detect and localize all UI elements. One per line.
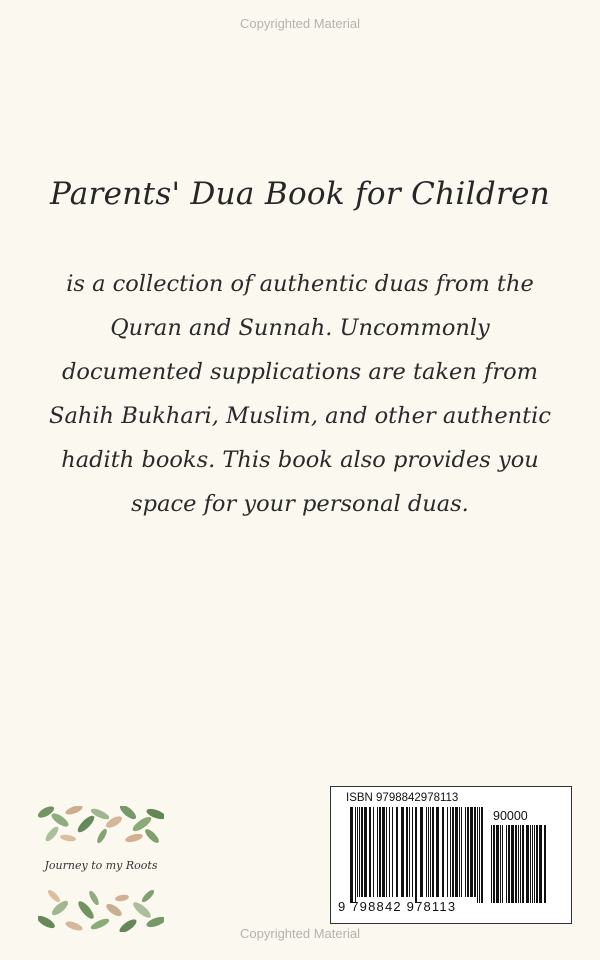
barcode-bar — [455, 807, 458, 897]
barcode-bar — [392, 807, 393, 897]
barcode-bar — [530, 825, 531, 903]
barcode-bar — [508, 825, 510, 903]
barcode-bar — [518, 825, 519, 903]
isbn-label: ISBN 9798842978113 — [346, 792, 459, 804]
barcode-bar — [373, 807, 374, 897]
barcode-bar — [493, 825, 495, 903]
barcode-bar — [406, 807, 408, 897]
barcode-bar — [526, 825, 529, 903]
barcode-bar — [359, 807, 360, 897]
barcode-price-code: 90000 — [493, 809, 528, 823]
barcode-bar — [470, 807, 473, 897]
barcode-bar — [447, 807, 448, 897]
book-description: is a collection of authentic duas from the Quran and Sunnah. Uncommonly documented supplications are taken from Sahih Bukhari, Muslim, and other authentic hadith books. This book also provides you space for your personal duas. — [49, 271, 551, 517]
barcode-bar — [534, 825, 535, 903]
barcode-bar — [379, 807, 381, 897]
barcode-bar — [474, 807, 476, 897]
barcode-bar — [511, 825, 514, 903]
barcode-bar — [500, 825, 501, 903]
barcode-bar — [432, 807, 434, 897]
barcode-addon-bars — [491, 825, 551, 903]
copyright-watermark-bottom: Copyrighted Material — [240, 926, 360, 941]
barcode-bar — [357, 807, 358, 897]
publisher-logo-text: Journey to my Roots — [44, 859, 158, 872]
barcode-bar — [382, 807, 385, 897]
barcode-bar — [386, 807, 387, 897]
barcode-bar — [364, 807, 367, 897]
barcode-bar — [477, 807, 478, 903]
book-title: Parents' Dua Book for Children — [49, 176, 551, 212]
barcode-bar — [520, 825, 521, 903]
barcode-bar — [409, 807, 410, 897]
barcode-bar — [426, 807, 427, 897]
barcode-bar — [459, 807, 460, 897]
barcode-bar — [461, 807, 462, 897]
barcode-bar — [369, 807, 371, 897]
barcode-bar — [420, 807, 423, 897]
barcode-main-bars — [350, 807, 484, 903]
copyright-watermark-top: Copyrighted Material — [240, 16, 360, 31]
barcode-bar — [355, 807, 356, 903]
barcode-bar — [452, 807, 454, 897]
barcode-bar — [522, 825, 524, 903]
barcode-bar — [479, 807, 480, 903]
barcode-bar — [496, 825, 499, 903]
barcode-bar — [428, 807, 429, 897]
barcode-bar — [544, 825, 546, 903]
barcode-bar — [442, 807, 444, 897]
barcode-bar — [515, 825, 517, 903]
barcode-bar — [415, 807, 417, 903]
barcode-bar — [389, 807, 390, 897]
barcode-bar — [350, 807, 353, 903]
barcode-bar — [436, 807, 439, 897]
barcode-bar — [506, 825, 507, 903]
barcode-bar — [481, 807, 483, 903]
barcode-bar — [465, 807, 466, 897]
barcode-bar — [412, 807, 413, 897]
barcode-bar — [377, 807, 378, 897]
barcode-human-readable: 9 798842 978113 — [338, 899, 457, 914]
barcode-bar — [467, 807, 469, 897]
barcode-bar — [430, 807, 431, 897]
barcode-bar — [502, 825, 503, 903]
isbn-barcode-box — [330, 786, 572, 924]
publisher-logo — [38, 806, 164, 932]
barcode-bar — [532, 825, 533, 903]
barcode-bar — [450, 807, 451, 897]
barcode-bar — [361, 807, 363, 897]
barcode-bar — [491, 825, 492, 903]
barcode-bar — [539, 825, 542, 903]
barcode-bar — [401, 807, 404, 897]
barcode-bar — [396, 807, 398, 897]
barcode-bar — [536, 825, 538, 903]
